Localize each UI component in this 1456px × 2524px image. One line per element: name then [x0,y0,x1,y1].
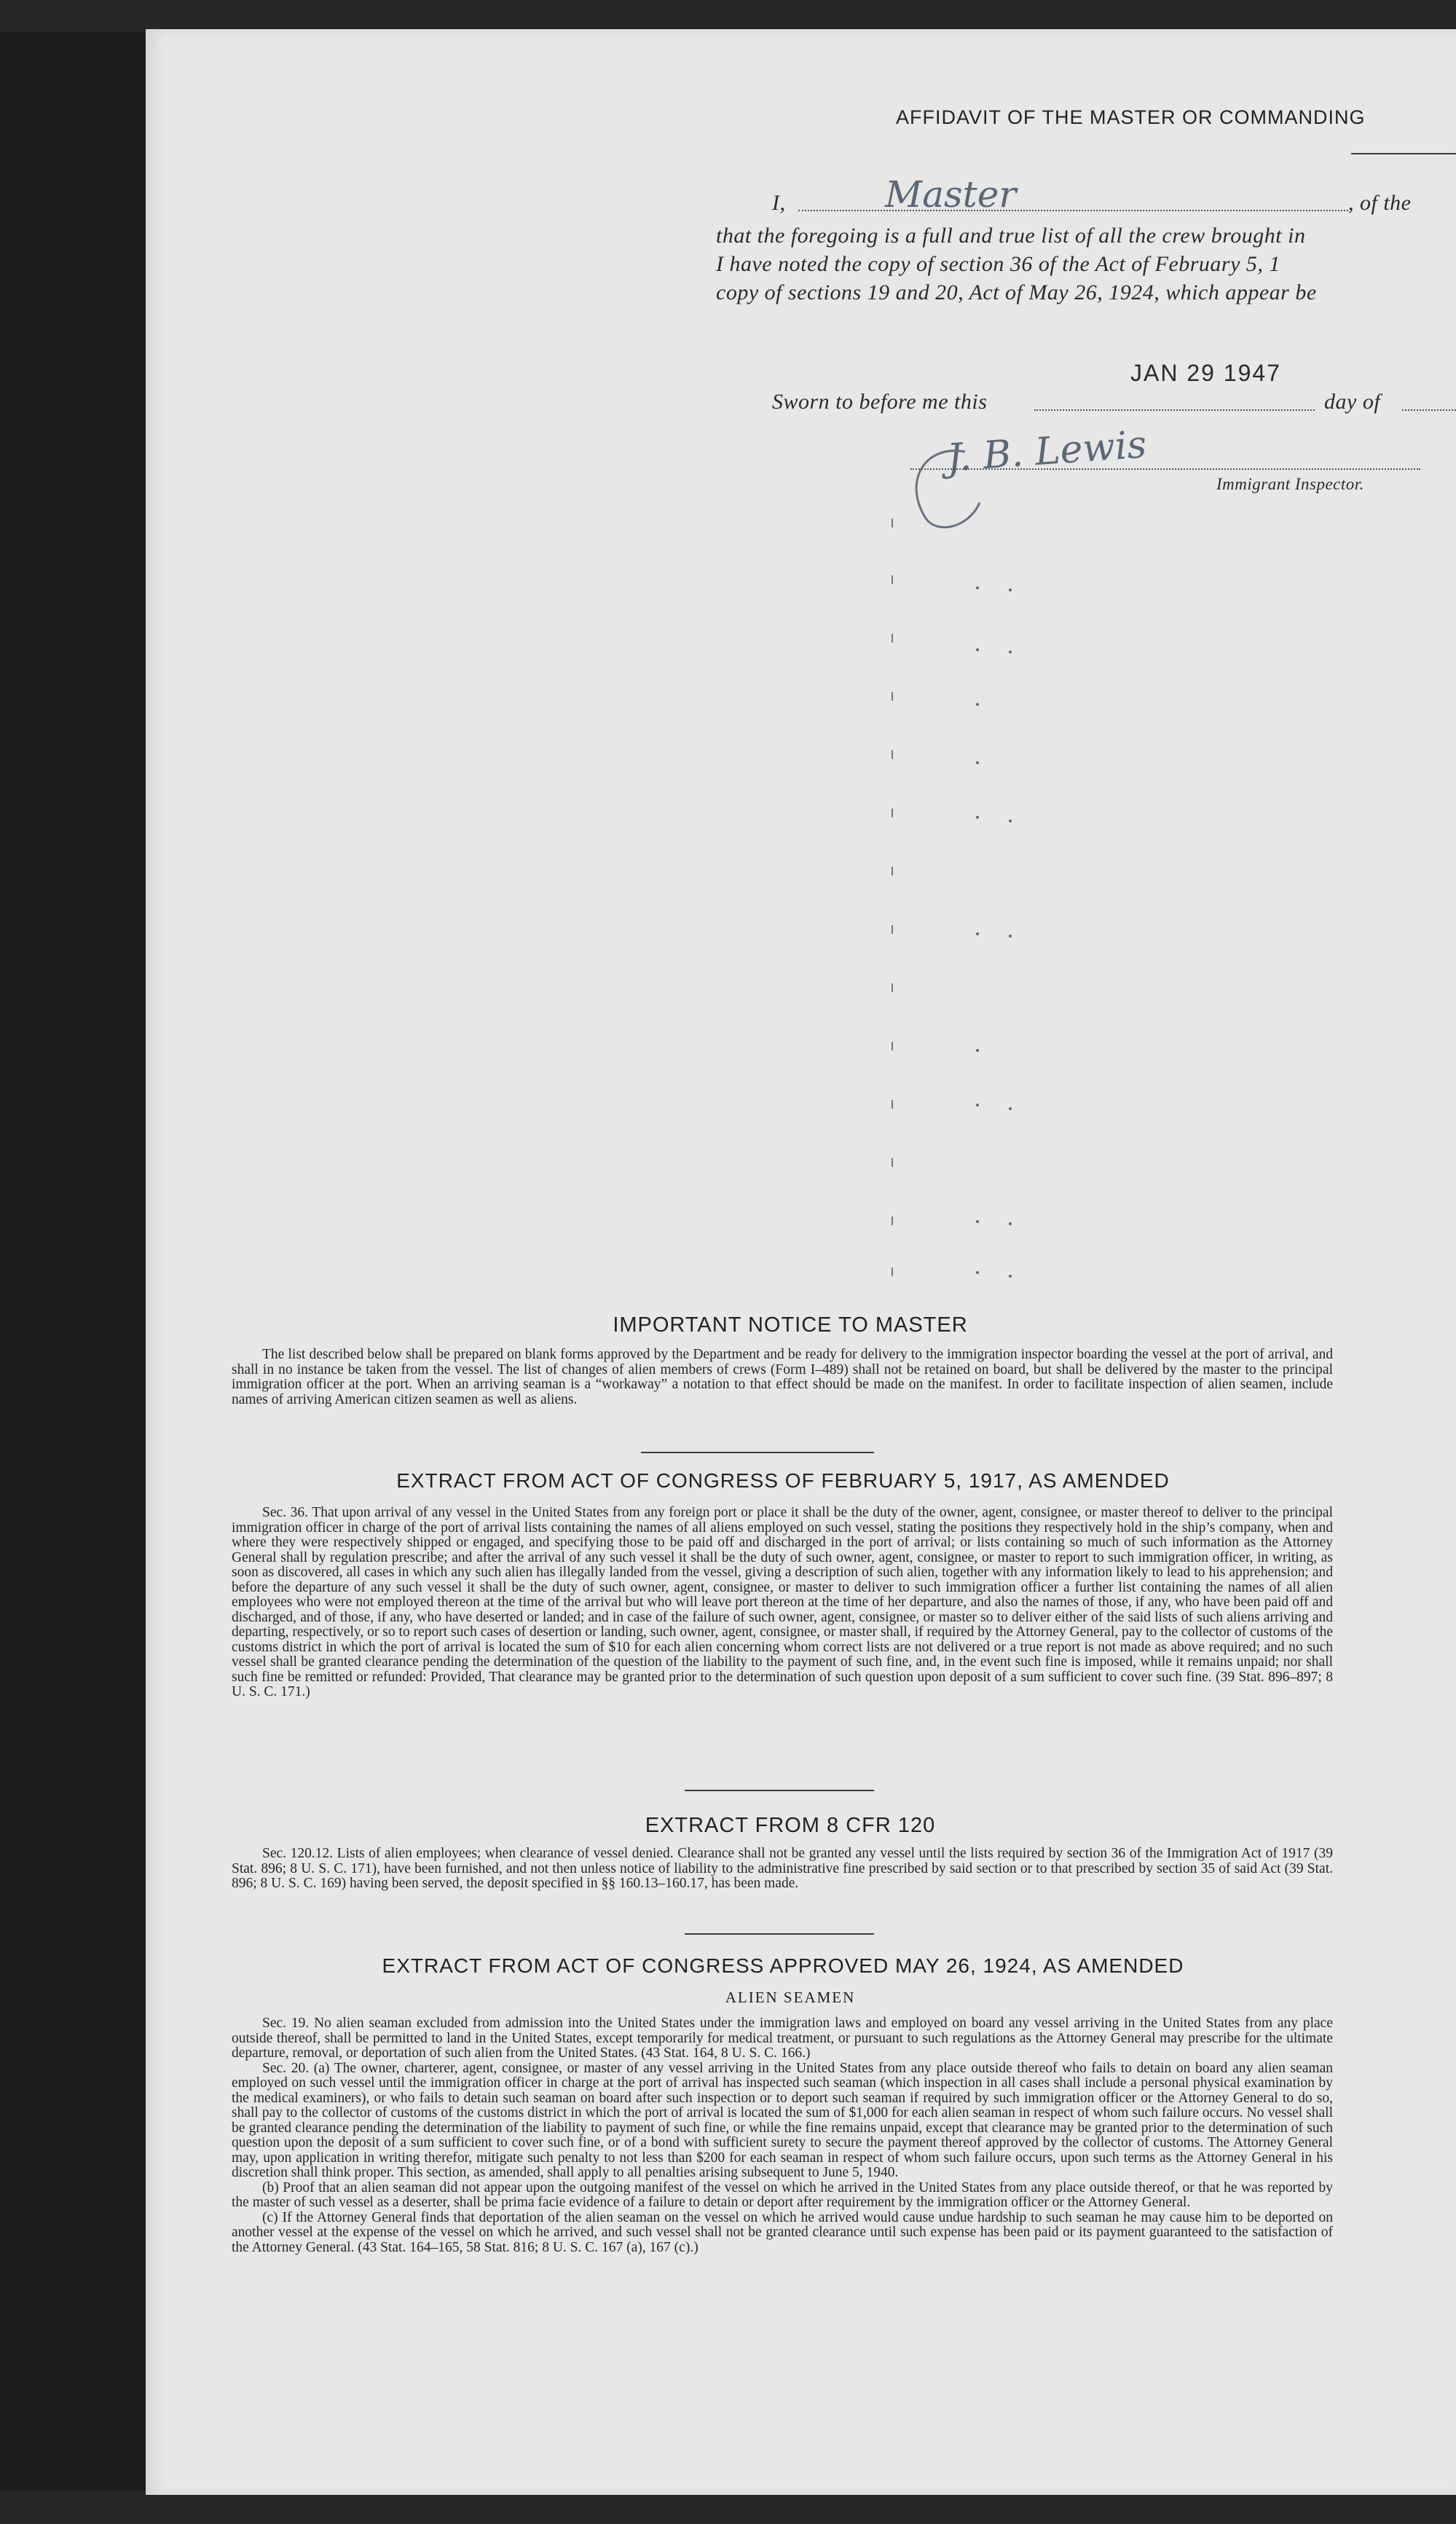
margin-mark [892,575,893,584]
speck [976,1220,979,1223]
speck [976,586,979,589]
sworn-prefix: Sworn to before me this [772,390,988,414]
section-120-12-paragraph: Sec. 120.12. Lists of alien employees; when clearance of vessel denied. Clearance shall not be granted any vessel until the lists required by section 36 of the Immigration Act of 1917 (39 Stat. 896; 8 U. S. C. 171), have been furnished, and not then unless notice of liability to the administrative fine prescribed by said section or to that prescribed by section 35 of said Act (39 Stat. 896; 8 U. S. C. 169) having been served, the deposit specified in §§ 160.13–160.17, has been made. [232,1846,1333,1891]
date-stamp: JAN 29 1947 [1130,360,1282,386]
affidavit-line1-suffix: , of the [1348,191,1412,215]
speck [976,761,979,764]
scan-border-top [0,0,1456,32]
speck [976,1104,979,1106]
margin-mark [892,925,893,934]
affidavit-line1-prefix: I, [772,191,786,215]
affidavit-title: AFFIDAVIT OF THE MASTER OR COMMANDING [896,106,1366,128]
margin-mark [892,519,893,527]
section-36-paragraph: Sec. 36. That upon arrival of any vessel in the United States from any foreign port or place it shall be the duty of the owner, agent, consignee, or master thereof to deliver to the principal immigration officer in charge of the port of arrival lists containing the names of all aliens employed on such vessel, stating the positions they respectively hold in the ship’s company, when and where they were respectively shipped or engaged, and specifying those to be paid off and discharged in the port of arrival; or lists containing so much of such information as the Attorney General shall by regulation prescribe; and after the arrival of any such vessel it shall be the duty of such owner, agent, consignee, or master to report to such immigration officer, in writing, as soon as discovered, all cases in which any such alien has illegally landed from the vessel, giving a description of such alien, together with any information likely to lead to his apprehension; and before the departure of any such vessel it shall be the duty of such owner, agent, consignee, or master to deliver to such immigration officer a further list containing the names of all alien employees who were not employed thereon at the time of the arrival but who will leave port thereon at the time of her departure, and also the names of those, if any, who have been paid off and discharged, and of those, if any, who have deserted or landed; and in case of the failure of such owner, agent, consignee, or master so to deliver either of the said lists of such aliens arriving and departing, respectively, or so to report such cases of desertion or landing, such owner, agent, consignee, or master shall, if required by the Attorney General, pay to the collector of customs of the customs district in which the port of arrival is located the sum of $10 for each alien concerning whom correct lists are not delivered or a true report is not made as above required; and no such vessel shall be granted clearance pending the determination of the question of the liability to the payment of such fine, and, in the event such fine is imposed, while it remains unpaid; nor shall such fine be remitted or refunded: Provided, That clearance may be granted prior to the determination of such question upon deposit of a sum sufficient to cover such fine. (39 Stat. 896–897; 8 U. S. C. 171.) [232,1505,1333,1699]
margin-mark [892,1158,893,1167]
speck [976,816,979,819]
speck [1009,650,1012,653]
scan-border-bottom [0,2491,1456,2524]
inspector-signature: J. B. Lewis [945,422,1149,481]
extract-8cfr-title: EXTRACT FROM 8 CFR 120 [645,1814,936,1837]
sworn-day-field [1034,409,1315,411]
notice-body [232,1348,1333,1407]
margin-mark [892,750,893,759]
margin-mark [892,692,893,701]
affidavit-title-underline [1351,153,1456,154]
extract-1917-title: EXTRACT FROM ACT OF CONGRESS OF FEBRUARY 5, 1917, AS AMENDED [396,1469,1170,1492]
extract-1924-subtitle: ALIEN SEAMEN [725,1989,856,2006]
margin-mark [892,1100,893,1109]
margin-mark [892,983,893,992]
section-20c-paragraph: (c) If the Attorney General finds that deportation of the alien seaman on the vessel on which he arrived would cause undue hardship to such seaman he may cause him to be deported on another vessel at the expense of the vessel on which he arrived, and such vessel shall not be granted clearance until such expense has been paid or its payment guaranteed to the satisfaction of the Attorney General. (43 Stat. 164–165, 58 Stat. 816; 8 U. S. C. 167 (a), 167 (c).) [232,2209,1333,2255]
master-name-field [798,210,1348,211]
extract-1924-title: EXTRACT FROM ACT OF CONGRESS APPROVED MAY 26, 1924, AS AMENDED [382,1954,1184,1977]
section-divider [641,1452,874,1453]
section-20b-paragraph: (b) Proof that an alien seaman did not appear upon the outgoing manifest of the vessel on which he arrived in the United States from any place outside thereof, or that he was reported by the master of such vessel as a deserter, shall be prima facie evidence of a failure to detain or deport after requirement by the immigration officer or the Attorney General. [232,2179,1333,2210]
speck [1009,1222,1012,1225]
inspector-signature-line [910,468,1420,470]
speck [1009,935,1012,937]
extract-8cfr-body [232,1847,1333,1892]
margin-mark [892,809,893,817]
section-19-paragraph: Sec. 19. No alien seaman excluded from admission into the United States under the immigration laws and employed on board any vessel arriving in the United States from any place outside thereof, shall be permitted to land in the United States, except temporarily for medical treatment, or pursuant to such regulations as the Attorney General may prescribe for the ultimate departure, removal, or deportation of such alien from the United States. (43 Stat. 164, 8 U. S. C. 166.) [232,2016,1333,2061]
extract-1917-body [232,1506,1333,1700]
speck [1009,819,1012,822]
affidavit-line2: that the foregoing is a full and true list of all the crew brought in [716,224,1306,248]
speck [976,703,979,706]
handwritten-master: Master [885,173,1017,216]
affidavit-line3: I have noted the copy of section 36 of the Act of February 5, 1 [716,252,1280,276]
speck [976,1271,979,1274]
notice-paragraph: The list described below shall be prepared on blank forms approved by the Department and be ready for delivery to the immigration inspector boarding the vessel at the port of arrival, and shall in no instance be taken from the vessel. The list of changes of alien members of crews (Form I–489) shall not be retained on board, but shall be delivered by the master to the principal immigration officer at the port. When an arriving seaman is a “workaway” a notation to that effect should be made on the manifest. In order to facilitate inspection of alien seamen, include names of arriving American citizen seamen as well as aliens. [232,1347,1333,1407]
signature-flourish [896,437,1027,539]
margin-mark [892,634,893,642]
sworn-suffix: day of [1324,390,1381,414]
margin-mark [892,867,893,876]
margin-mark [892,1267,893,1276]
section-divider [685,1933,874,1935]
speck [976,648,979,651]
extract-1924-body [232,2016,1333,2255]
notice-title: IMPORTANT NOTICE TO MASTER [613,1313,968,1337]
sworn-month-field [1402,409,1456,411]
inspector-label: Immigrant Inspector. [1216,475,1364,493]
speck [976,1049,979,1052]
margin-mark [892,1216,893,1225]
section-divider [685,1790,874,1791]
speck [976,932,979,935]
speck [1009,1275,1012,1278]
speck [1009,1107,1012,1110]
margin-mark [892,1042,893,1050]
section-20a-paragraph: Sec. 20. (a) The owner, charterer, agent, consignee, or master of any vessel arriving in the United States from any place outside thereof who fails to detain on board any alien seaman employed on such vessel until the immigration officer in charge at the port of arrival has inspected such seaman (which inspection in all cases shall include a personal physical examination by the medical examiners), or who fails to detain such seaman on board after such inspection or to deport such seaman if required by such immigration officer or the Attorney General to do so, shall pay to the collector of customs of the customs district in which the port of arrival is located the sum of $1,000 for each alien seaman in respect of whom such failure occurs. No vessel shall be granted clearance pending the determination of the liability to payment of such fine, or while the fine remains unpaid, except that clearance may be granted prior to the determination of such question upon the deposit of a sum sufficient to cover such fine, or of a bond with sufficient surety to secure the payment thereof approved by the collector of customs. The Attorney General may, upon application in writing therefor, mitigate such penalty to not less than $200 for each seaman in respect of whom such failure occurs, upon such terms as the Attorney General in his discretion shall think proper. This section, as amended, shall apply to all penalties arising subsequent to June 5, 1940. [232,2060,1333,2180]
speck [1009,589,1012,591]
affidavit-line4: copy of sections 19 and 20, Act of May 26, 1924, which appear be [716,280,1317,304]
